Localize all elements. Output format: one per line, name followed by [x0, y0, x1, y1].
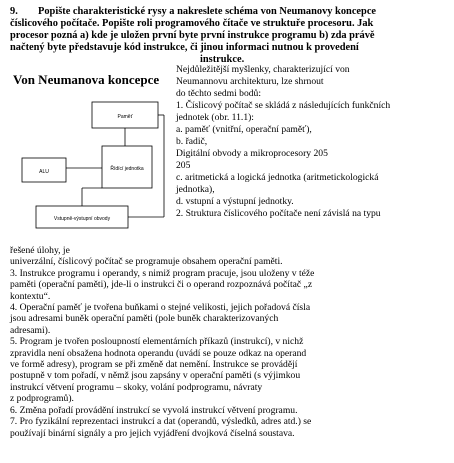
text-line: 7. Pro fyzikální reprezentaci instrukcí a dat (operandů, výsledků, adres atd.) se: [10, 416, 312, 428]
text-line: Nejdůležitější myšlenky, charakterizující von: [176, 64, 350, 75]
question-line: procesor pozná a) kde je uložen první byte první instrukce programu b) zda právě: [10, 30, 375, 41]
memory-label: Paměť: [117, 114, 133, 120]
text-line: paměti (operační paměti), jde-li o instrukci či o operand rozpoznává počítač „z: [10, 279, 313, 291]
text-line: 3. Instrukce programu i operandy, s nimiž program pracuje, jsou uloženy v téže: [10, 267, 315, 279]
control-unit-label: Řídící jednotka: [110, 166, 144, 172]
text-line: univerzální, číslicový počítač se programuje obsahem operační paměti.: [10, 256, 283, 268]
question-number: 9.: [10, 6, 18, 17]
text-line: 5. Program je tvořen posloupností elementárních příkazů (instrukcí), v nichž: [10, 336, 304, 348]
figure-title: Von Neumanova koncepce: [13, 72, 160, 87]
text-line: používají binární signály a pro jejich vyjádření dvojková číselná soustava.: [10, 427, 295, 439]
question-line: číslicového počítače. Popište roli programového čítače ve struktuře procesoru. Jak: [10, 18, 374, 29]
text-line: jednotek (obr. 11.1):: [176, 112, 254, 123]
text-line: instrukcí větvení programu – skoky, volání podprogramu, návraty: [10, 381, 263, 393]
von-neumann-diagram: [18, 88, 170, 236]
text-line: 4. Operační paměť je tvořena buňkami o stejné velikosti, jejich pořadová čísla: [10, 302, 311, 314]
text-line: adresami).: [10, 324, 51, 336]
text-line: Digitální obvody a mikroprocesory 205: [176, 148, 328, 159]
text-line: a. paměť (vnitřní, operační paměť),: [176, 124, 312, 135]
text-line: jsou adresami buněk operační paměti (pole buněk charakterizovaných: [10, 313, 279, 325]
text-line: d. vstupní a výstupní jednotky.: [176, 196, 294, 207]
question-block: [10, 6, 448, 66]
text-line: Neumannovu architekturu, lze shrnout: [176, 76, 324, 87]
text-line: zpravidla není obsažena hodnota operandu (uvádí se pouze odkaz na operand: [10, 347, 307, 359]
text-line: řešené úlohy, je: [10, 245, 70, 256]
text-line: 2. Struktura číslicového počítače není závislá na typu: [176, 208, 381, 219]
question-line: instrukce.: [200, 54, 245, 65]
text-line: do těchto sedmi bodů:: [176, 88, 261, 99]
text-line: postupně v tom pořadí, v němž jsou zapsány v operační paměti (s výjimkou: [10, 370, 301, 382]
question-line: Popište charakteristické rysy a nakreslete schéma von Neumanovy koncepce: [38, 6, 377, 17]
text-line: 205: [176, 160, 191, 171]
text-line: ve formě adresy), program se při změně dat nemění. Instrukce se provádějí: [10, 359, 298, 371]
text-line: 6. Změna pořadí provádění instrukcí se vyvolá instrukcí větvení programu.: [10, 404, 298, 416]
text-line: b. řadič,: [176, 136, 208, 147]
body-text: [10, 245, 450, 439]
io-label: Vstupně-výstupní obvody: [53, 216, 111, 222]
text-line: jednotka),: [176, 184, 215, 195]
text-line: c. aritmetická a logická jednotka (aritmetickologická: [176, 172, 379, 183]
text-line: z podprogramů).: [10, 393, 74, 405]
question-line: načtený byte představuje kód instrukce, či jinou informaci nutnou k provedení: [10, 42, 359, 53]
intro-text: [176, 64, 448, 220]
text-line: kontextu“.: [10, 290, 51, 302]
text-line: 1. Číslicový počítač se skládá z následujících funkčních: [176, 100, 391, 111]
alu-label: ALU: [39, 169, 49, 175]
